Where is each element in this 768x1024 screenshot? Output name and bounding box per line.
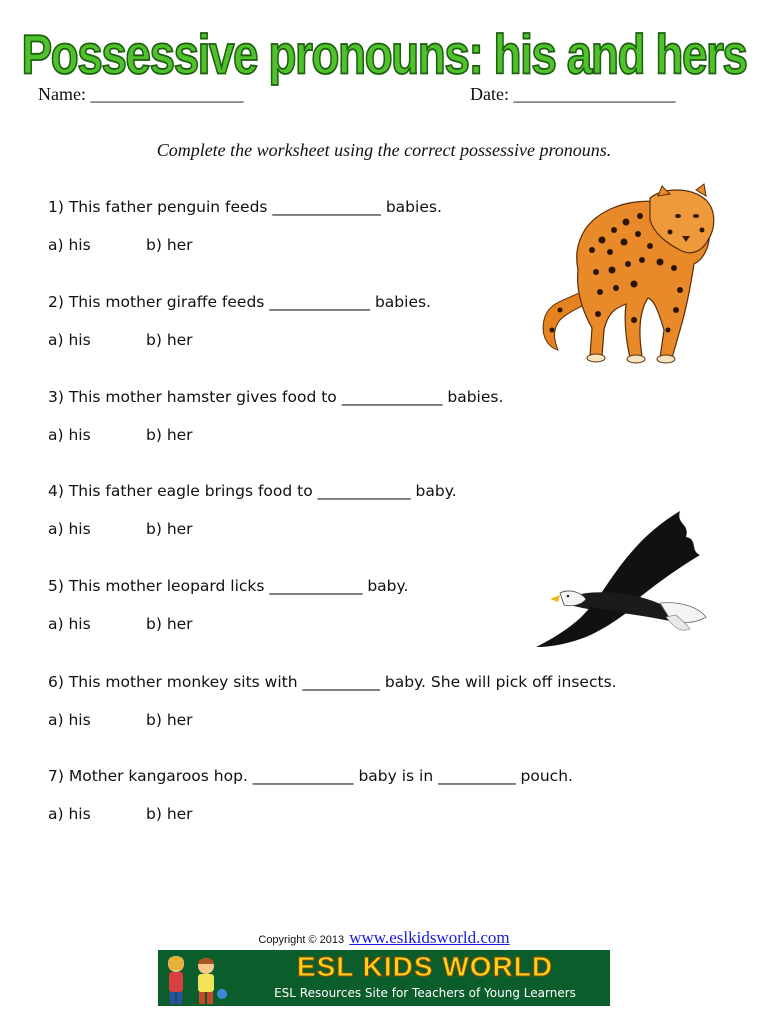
option-b: b) her (146, 805, 193, 823)
option-b: b) her (146, 426, 193, 444)
question-7: 7) Mother kangaroos hop. _____________ baby is in __________ pouch. (48, 767, 573, 785)
option-b: b) her (146, 615, 193, 633)
site-link[interactable]: www.eslkidsworld.com (349, 928, 510, 947)
option-b: b) her (146, 711, 193, 729)
option-a: a) his (48, 805, 91, 823)
question-1: 1) This father penguin feeds ______________ babies. (48, 198, 442, 216)
options-7 (48, 805, 193, 823)
option-b: b) her (146, 331, 193, 349)
options-5 (48, 615, 193, 633)
option-a: a) his (48, 615, 91, 633)
option-a: a) his (48, 331, 91, 349)
kids-illustration (158, 950, 236, 1006)
question-3: 3) This mother hamster gives food to _____________ babies. (48, 388, 504, 406)
worksheet-title: Possessive pronouns: his and hers (21, 23, 747, 86)
option-b: b) her (146, 520, 193, 538)
copyright-text: Copyright © 2013 (258, 934, 345, 946)
question-5: 5) This mother leopard licks ____________ baby. (48, 577, 409, 595)
banner-subtitle: ESL Resources Site for Teachers of Young Learners (274, 986, 576, 1000)
options-3 (48, 426, 193, 444)
option-a: a) his (48, 426, 91, 444)
options-1 (48, 236, 193, 254)
date-field-label: Date: __________________ (470, 84, 676, 104)
question-2: 2) This mother giraffe feeds _____________ babies. (48, 293, 431, 311)
eagle-illustration (530, 505, 710, 655)
banner-title: ESL KIDS WORLD (296, 951, 554, 982)
option-b: b) her (146, 236, 193, 254)
option-a: a) his (48, 520, 91, 538)
leopard-illustration (530, 180, 720, 370)
question-6: 6) This mother monkey sits with __________ baby. She will pick off insects. (48, 673, 617, 691)
name-field-label: Name: _________________ (38, 84, 244, 104)
options-2 (48, 331, 193, 349)
options-6 (48, 711, 193, 729)
question-4: 4) This father eagle brings food to ____________ baby. (48, 482, 457, 500)
option-a: a) his (48, 711, 91, 729)
instructions: Complete the worksheet using the correct possessive pronouns. (156, 140, 612, 160)
footer-copyright (0, 928, 768, 948)
options-4 (48, 520, 193, 538)
option-a: a) his (48, 236, 91, 254)
esl-kids-world-banner[interactable] (158, 950, 610, 1006)
